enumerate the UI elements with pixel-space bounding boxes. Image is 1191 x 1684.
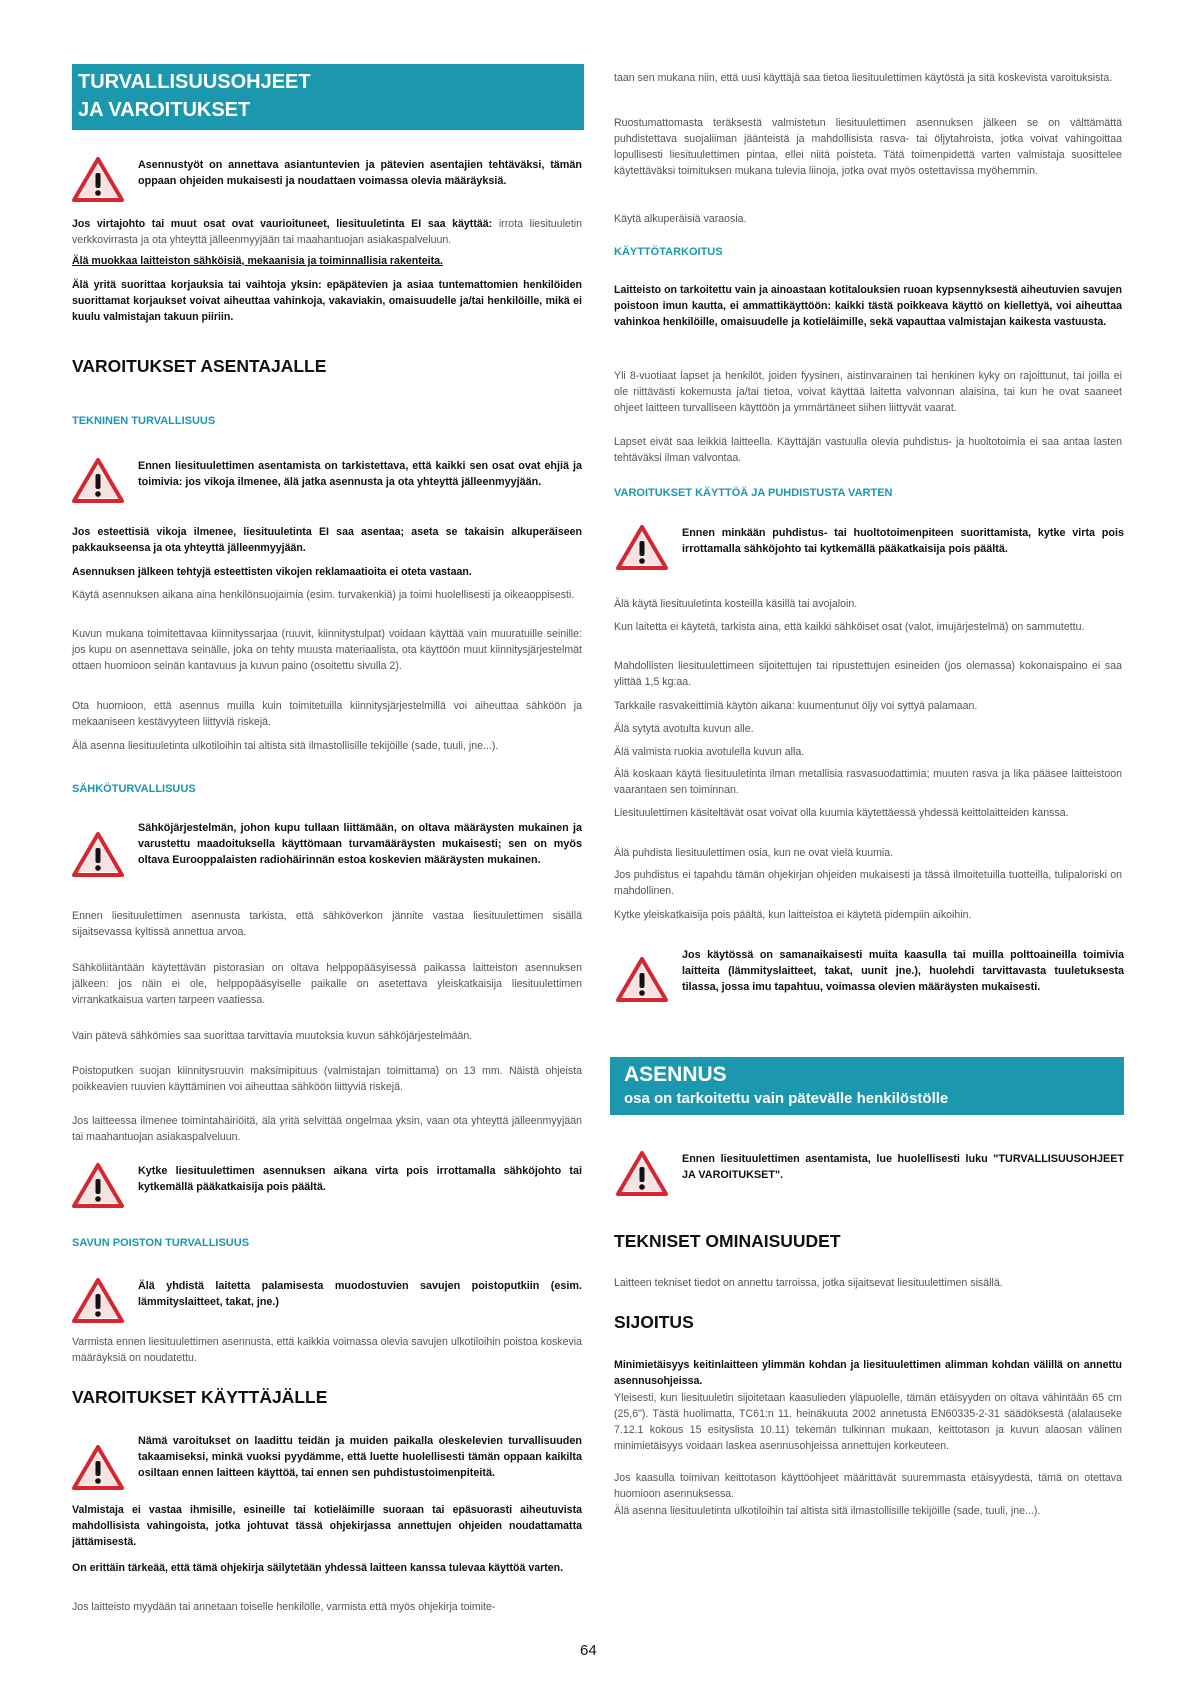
warning-text: Ennen liesituulettimen asentamista on tarkistettava, että kaikki sen osat ovat ehjiä ja toimivia: jos vikoja ilmenee, älä jatka asennusta ja ota yhteyttä jälleenmyyjään. [138, 460, 582, 488]
warning-text: Asennustyöt on annettava asiantuntevien ja pätevien asentajien tehtäväksi, tämän oppaan ohjeiden mukaisesti ja noudattaen voimassa olevia määräyksiä. [138, 159, 582, 187]
paragraph: Liesituulettimen käsiteltävät osat voivat olla kuumia käytettäessä yhdessä keittolaitteiden kanssa. [614, 807, 1069, 819]
paragraph: Asennuksen jälkeen tehtyjä esteettisten vikojen reklamaatioita ei oteta vastaan. [72, 566, 472, 578]
paragraph: Jos esteettisiä vikoja ilmenee, liesituuletinta EI saa asentaa; aseta se takaisin alkuperäiseen pakkaukseensa ja ota yhteyttä jälleenmyyjään. [72, 526, 582, 554]
section-heading: VAROITUKSET KÄYTTÄJÄLLE [72, 1387, 328, 1407]
warning-triangle-icon [72, 1163, 124, 1209]
paragraph: Tarkkaile rasvakeittimiä käytön aikana: kuumentunut öljy voi syttyä palamaan. [614, 700, 978, 712]
section-heading: TEKNISET OMINAISUUDET [614, 1231, 841, 1251]
paragraph: Laitteisto on tarkoitettu vain ja ainoastaan kotitalouksien ruoan kypsennyksestä aiheutuvien savujen poistoon imun kautta, ei ammattikäyttöön: kaikki tästä poikkeava käyttö on kiellettyä, voi aiheuttaa vahinkoa henkilöille, omaisuudelle ja kotieläimille, sekä vapauttaa valmistajan kaikesta vastuusta. [614, 284, 1122, 328]
paragraph: Älä puhdista liesituulettimen osia, kun ne ovat vielä kuumia. [614, 847, 894, 859]
paragraph: Jos laitteessa ilmenee toimintahäiriöitä, älä yritä selvittää ongelmaa yksin, vaan ota yhteyttä jälleenmyyjään tai maahantuojan asiakaspalveluun. [72, 1115, 582, 1143]
paragraph: Minimietäisyys keitinlaitteen ylimmän kohdan ja liesituulettimen alimman kohdan välillä on annettu asennusohjeissa. [614, 1359, 1122, 1387]
section-banner-installation [610, 1057, 1124, 1115]
warning-triangle-icon [72, 1445, 124, 1491]
warning-text: Jos käytössä on samanaikaisesti muita kaasulla tai muilla polttoaineilla toimivia laitteita (lämmityslaitteet, takat, uunit jne.), huolehdi tarvittavasta tuuletuksesta tilassa, jossa imu tapahtuu, voimassa olevien määräysten mukaisesti. [682, 949, 1124, 993]
warning-triangle-icon [616, 525, 668, 571]
paragraph: Jos kaasulla toimivan keittotason käyttöohjeet määrittävät suuremmasta etäisyydestä, tämä on otettava huomioon asennuksessa. [614, 1472, 1122, 1500]
warning-text: Älä yhdistä laitetta palamisesta muodostuvien savujen poistoputkiin (esim. lämmityslaitteet, takat, jne.) [138, 1280, 582, 1308]
paragraph: Älä koskaan käytä liesituuletinta ilman metallisia rasvasuodattimia; muuten rasva ja lika pääsee laitteistoon vaarantaen sen toiminnan. [614, 768, 1122, 796]
paragraph: Kun laitetta ei käytetä, tarkista aina, että kaikki sähköiset osat (valot, imujärjestelmä) on sammutettu. [614, 621, 1085, 633]
paragraph: Jos puhdistus ei tapahdu tämän ohjekirjan ohjeiden mukaisesti ja tässä ilmoitetuilla tuotteilla, tulipaloriski on mahdollinen. [614, 869, 1122, 897]
warning-block [72, 1278, 582, 1324]
paragraph: Jos laitteisto myydään tai annetaan toiselle henkilölle, varmista että myös ohjekirja toimite- [72, 1601, 496, 1613]
warning-text: Kytke liesituulettimen asennuksen aikana virta pois irrottamalla sähköjohto tai kytkemällä pääkatkaisija pois päältä. [138, 1165, 582, 1193]
warning-triangle-icon [72, 458, 124, 504]
paragraph: On erittäin tärkeää, että tämä ohjekirja säilytetään yhdessä laitteen kanssa tulevaa käyttöä varten. [72, 1562, 564, 1574]
paragraph: Sähköliitäntään käytettävän pistorasian on oltava helppopääsyisessä paikassa laitteiston asennuksen jälkeen: jos näin ei ole, helppopääsyiselle paikalle on asetettava yleiskatkaisija liesituulettimen virrankatkaisua varten tarpeen vaatiessa. [72, 962, 582, 1006]
paragraph: taan sen mukana niin, että uusi käyttäjä saa tietoa liesituulettimen käytöstä ja sitä koskevista varoituksista. [614, 72, 1113, 84]
paragraph: Valmistaja ei vastaa ihmisille, esineille tai kotieläimille suoraan tai epäsuorasti aiheutuvista mahdollisista vahingoista, jotka johtuvat tässä ohjekirjassa annettujen ohjeiden noudattamatta jättämisestä. [72, 1504, 582, 1548]
warning-block [72, 157, 582, 203]
section-heading: SIJOITUS [614, 1312, 694, 1332]
paragraph: Kytke yleiskatkaisija pois päältä, kun laitteistoa ei käytetä pidempiin aikoihin. [614, 909, 972, 921]
subsection-heading: TEKNINEN TURVALLISUUS [72, 415, 216, 427]
warning-block [72, 1433, 582, 1491]
warning-triangle-icon [72, 1278, 124, 1324]
paragraph: Älä sytytä avotulta kuvun alle. [614, 723, 754, 735]
section-heading: VAROITUKSET ASENTAJALLE [72, 356, 327, 376]
warning-text: Ennen liesituulettimen asentamista, lue huolellisesti luku "TURVALLISUUSOHJEET JA VAROITUKSET". [682, 1153, 1124, 1181]
banner-title: ASENNUS [624, 1063, 727, 1086]
banner-subtitle: osa on tarkoitettu vain pätevälle henkilöstölle [624, 1090, 949, 1107]
paragraph: Käytä alkuperäisiä varaosia. [614, 213, 747, 225]
warning-triangle-icon [72, 832, 124, 878]
page-number: 64 [580, 1642, 597, 1659]
paragraph: Ruostumattomasta teräksestä valmistetun liesituulettimen asennuksen jälkeen se on välttämättä puhdistettava suojaliiman jäänteistä ja mahdollisista rasva- tai öljytahroista, jotka voivat vahingoittaa lopullisesti liesituulettimen pintaa, ellei niitä poisteta. Tätä toimenpidettä varten valmistaja suosittelee käytettäväksi toimituksen mukana tulevia liinoja, jotka ovat myös ostettavissa myöhemmin. [614, 117, 1122, 177]
paragraph: Älä asenna liesituuletinta ulkotiloihin tai altista sitä ilmastollisille tekijöille (sade, tuuli, jne...). [614, 1505, 1041, 1517]
warning-triangle-icon [616, 957, 668, 1003]
paragraph: Yli 8-vuotiaat lapset ja henkilöt, joiden fyysinen, aistinvarainen tai henkinen kyky on rajoittunut, tai joilla ei ole riittävästi kokemusta ja/tai tietoa, voivat käyttää laitetta valvonnan alaisina, tai kun he ovat saaneet ohjeet laitteen turvalliseen käyttöön ja ymmärtäneet siihen liittyvät vaarat. [614, 370, 1122, 414]
paragraph: Älä muokkaa laitteiston sähköisiä, mekaanisia ja toiminnallisia rakenteita. [72, 255, 443, 267]
paragraph: Ota huomioon, että asennus muilla kuin toimitetuilla kiinnitysjärjestelmillä voi aiheuttaa sähköön ja mekaaniseen kestävyyteen liittyviä riskejä. [72, 700, 582, 728]
paragraph-rest: irrota liesituuletin verkkovirrasta ja ota yhteyttä jälleenmyyjään tai maahantuojan asiakaspalveluun. [72, 218, 583, 246]
paragraph: Älä asenna liesituuletinta ulkotiloihin tai altista sitä ilmastollisille tekijöille (sade, tuuli, jne...). [72, 740, 499, 752]
paragraph [72, 216, 582, 248]
warning-text: Nämä varoitukset on laadittu teidän ja muiden paikalla oleskelevien turvallisuuden takaamiseksi, minkä vuoksi pyydämme, että luette huolellisesti tämän oppaan kaikilta osiltaan ennen laitteen käyttöä, tai ennen sen puhdistustoimenpiteitä. [138, 1435, 582, 1479]
warning-block [72, 458, 582, 504]
warning-triangle-icon [616, 1151, 668, 1197]
paragraph: Älä käytä liesituuletinta kosteilla käsillä tai avojaloin. [614, 598, 858, 610]
warning-block [616, 947, 1124, 1003]
paragraph: Älä valmista ruokia avotulella kuvun alla. [614, 746, 805, 758]
subsection-heading: KÄYTTÖTARKOITUS [614, 246, 723, 258]
paragraph: Yleisesti, kun liesituuletin sijoitetaan kaasulieden yläpuolelle, tämän etäisyyden on oltava vähintään 65 cm (25,6"). Tästä huolimatta, TC61:n 11. heinäkuuta 2002 annetusta EN60335-2-31 säädöksestä (alalauseke 7.12.1 kokous 15 esityslista 10.11) tekemän tulkinnan mukaan, keittotason ja kuvun alaosan välinen minimietäisyys voidaan laskea asennusohjeissa annettujen korkeuteen. [614, 1392, 1122, 1452]
warning-text: Ennen minkään puhdistus- tai huoltotoimenpiteen suorittamista, kytke virta pois irrottamalla sähköjohto tai kytkemällä pääkatkaisija pois päältä. [682, 527, 1124, 555]
subsection-heading: SAVUN POISTON TURVALLISUUS [72, 1237, 250, 1249]
paragraph: Lapset eivät saa leikkiä laitteella. Käyttäjän vastuulla olevia puhdistus- ja huoltotoimia ei saa antaa lasten tehtäväksi ilman valvontaa. [614, 436, 1122, 464]
warning-block [616, 1151, 1124, 1197]
warning-text: Sähköjärjestelmän, johon kupu tullaan liittämään, on oltava määräysten mukainen ja varustettu maadoituksella käyttömaan turvamääräysten mukaisesti; sen on myös oltava Eurooppalaisten radiohäirinnän estoa koskevien määräysten mukainen. [138, 822, 582, 866]
paragraph: Ennen liesituulettimen asennusta tarkista, että sähköverkon jännite vastaa liesituulettimen sisällä sijaitsevassa kyltissä annettua arvoa. [72, 910, 582, 938]
subsection-heading: VAROITUKSET KÄYTTÖÄ JA PUHDISTUSTA VARTEN [614, 487, 893, 499]
warning-triangle-icon [72, 157, 124, 203]
paragraph: Poistoputken suojan kiinnitysruuvin maksimipituus (valmistajan toimittama) on 13 mm. Näistä ohjeista poikkeavien ruuvien käyttäminen voi aiheuttaa sähköön liittyviä riskejä. [72, 1065, 582, 1093]
paragraph: Varmista ennen liesituulettimen asennusta, että kaikkia voimassa olevia savujen ulkotiloihin poistoa koskevia määräyksiä on noudatettu. [72, 1336, 582, 1364]
warning-block [72, 820, 582, 878]
bold-lead: Jos virtajohto tai muut osat ovat vaurioituneet, liesituuletinta EI saa käyttää: [72, 218, 493, 230]
paragraph: Älä yritä suorittaa korjauksia tai vaihtoja yksin: epäpätevien ja asiaa tuntemattomien henkilöiden suorittamat korjaukset voivat aiheuttaa vahinkoja, vakaviakin, omaisuudelle ja/tai henkilöille, mikä ei kuulu valmistajan takuun piiriin. [72, 279, 582, 323]
warning-block [616, 525, 1124, 571]
paragraph: Laitteen tekniset tiedot on annettu tarroissa, jotka sijaitsevat liesituulettimen sisällä. [614, 1277, 1003, 1289]
paragraph: Käytä asennuksen aikana aina henkilönsuojaimia (esim. turvakenkiä) ja toimi huolellisesti ja oikeaoppisesti. [72, 589, 575, 601]
subsection-heading: SÄHKÖTURVALLISUUS [72, 783, 196, 795]
paragraph: Mahdollisten liesituulettimeen sijoitettujen tai ripustettujen esineiden (jos olemassa) kokonaispaino ei saa ylittää 1,5 kg:aa. [614, 660, 1122, 688]
section-banner-safety: TURVALLISUUSOHJEET JA VAROITUKSET [72, 64, 584, 130]
paragraph: Vain pätevä sähkömies saa suorittaa tarvittavia muutoksia kuvun sähköjärjestelmään. [72, 1030, 473, 1042]
paragraph: Kuvun mukana toimitettavaa kiinnityssarjaa (ruuvit, kiinnitystulpat) voidaan käyttää vain muuratuille seinille: jos kupu on asennettava seinälle, joka on tehty muusta materiaalista, ota käyttöön muut kiinnitysjärjestelmät ottaen huomioon seinän kantavuus ja kuvun paino (osoitettu sivulla 2). [72, 628, 582, 672]
warning-block [72, 1163, 582, 1209]
